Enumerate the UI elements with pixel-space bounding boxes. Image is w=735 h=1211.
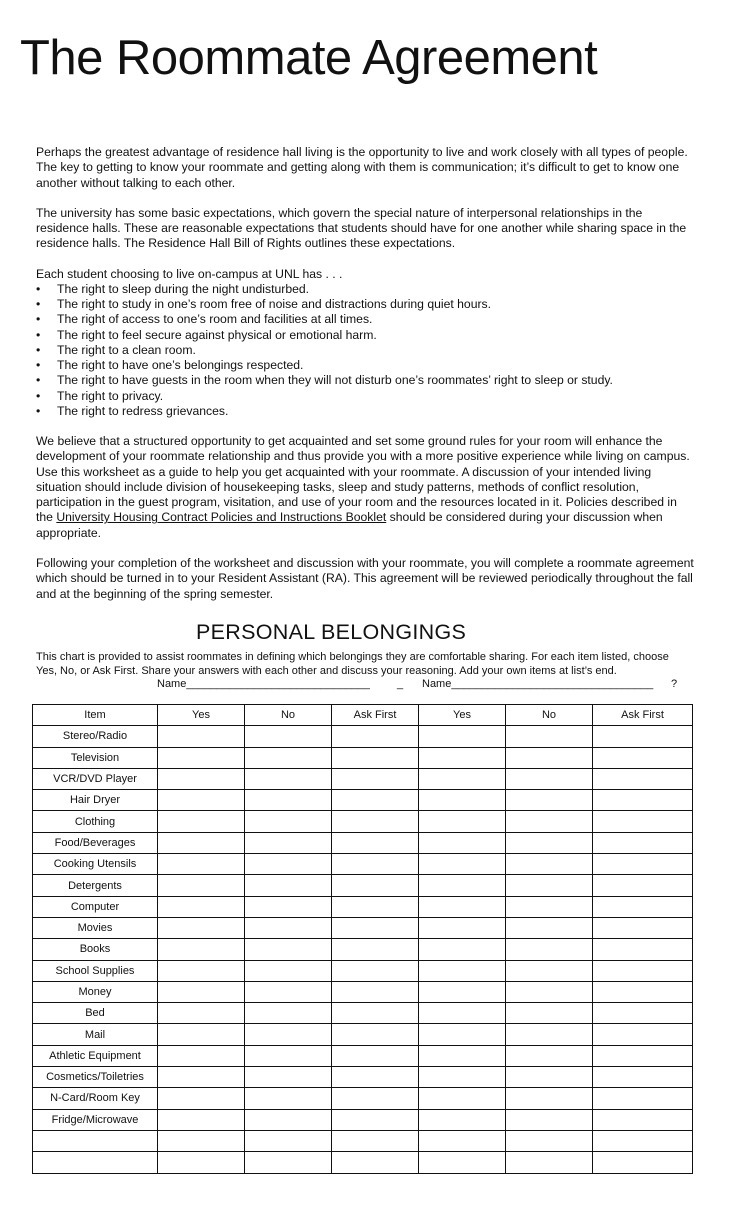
answer-cell-ask-first-2[interactable] xyxy=(593,747,693,768)
answer-cell-no-2[interactable] xyxy=(506,1109,593,1130)
answer-cell-no-2[interactable] xyxy=(506,1152,593,1173)
answer-cell-ask-first-1[interactable] xyxy=(332,854,419,875)
rights-list-item: • The right to feel secure against physical or emotional harm. xyxy=(36,328,696,343)
answer-cell-no-2[interactable] xyxy=(506,1130,593,1151)
answer-cell-no-1[interactable] xyxy=(245,1088,332,1109)
rights-list-item: • The right to sleep during the night undisturbed. xyxy=(36,282,696,297)
answer-cell-no-1[interactable] xyxy=(245,854,332,875)
answer-cell-yes-2[interactable] xyxy=(419,896,506,917)
answer-cell-no-2[interactable] xyxy=(506,1003,593,1024)
answer-cell-yes-1[interactable] xyxy=(158,875,245,896)
answer-cell-ask-first-1[interactable] xyxy=(332,1045,419,1066)
table-row xyxy=(33,726,693,747)
table-row xyxy=(33,960,693,981)
item-name-cell: Movies xyxy=(33,917,158,938)
rights-list xyxy=(36,282,696,419)
answer-cell-no-1[interactable] xyxy=(245,960,332,981)
answer-cell-ask-first-2[interactable] xyxy=(593,939,693,960)
table-row xyxy=(33,1130,693,1151)
answer-cell-yes-1[interactable] xyxy=(158,726,245,747)
intro-section xyxy=(36,145,696,617)
table-row xyxy=(33,1024,693,1045)
answer-cell-no-2[interactable] xyxy=(506,747,593,768)
rights-list-item: • The right to redress grievances. xyxy=(36,404,696,419)
item-name-cell: Cosmetics/Toiletries xyxy=(33,1067,158,1088)
answer-cell-no-2[interactable] xyxy=(506,1024,593,1045)
answer-cell-ask-first-1[interactable] xyxy=(332,747,419,768)
answer-cell-no-1[interactable] xyxy=(245,1130,332,1151)
answer-cell-no-2[interactable] xyxy=(506,790,593,811)
structured-paragraph xyxy=(36,434,696,541)
answer-cell-no-1[interactable] xyxy=(245,1003,332,1024)
table-row xyxy=(33,917,693,938)
question-mark: ? xyxy=(671,678,678,690)
item-name-cell: School Supplies xyxy=(33,960,158,981)
rights-list-item: • The right of access to one’s room and facilities at all times. xyxy=(36,312,696,327)
answer-cell-no-1[interactable] xyxy=(245,811,332,832)
answer-cell-ask-first-2[interactable] xyxy=(593,896,693,917)
answer-cell-ask-first-1[interactable] xyxy=(332,1130,419,1151)
answer-cell-yes-1[interactable] xyxy=(158,981,245,1002)
answer-cell-no-2[interactable] xyxy=(506,726,593,747)
answer-cell-ask-first-1[interactable] xyxy=(332,768,419,789)
answer-cell-yes-2[interactable] xyxy=(419,1109,506,1130)
answer-cell-yes-1[interactable] xyxy=(158,1045,245,1066)
answer-cell-ask-first-1[interactable] xyxy=(332,1109,419,1130)
answer-cell-yes-1[interactable] xyxy=(158,1152,245,1173)
rights-list-item: • The right to study in one’s room free of noise and distractions during quiet hours. xyxy=(36,297,696,312)
item-name-cell: Athletic Equipment xyxy=(33,1045,158,1066)
table-row xyxy=(33,768,693,789)
column-header-no-2: No xyxy=(506,705,593,726)
answer-cell-no-2[interactable] xyxy=(506,917,593,938)
answer-cell-ask-first-1[interactable] xyxy=(332,1003,419,1024)
answer-cell-yes-2[interactable] xyxy=(419,832,506,853)
answer-cell-ask-first-2[interactable] xyxy=(593,917,693,938)
answer-cell-yes-1[interactable] xyxy=(158,1024,245,1045)
item-name-cell: Money xyxy=(33,981,158,1002)
table-row xyxy=(33,854,693,875)
answer-cell-ask-first-1[interactable] xyxy=(332,939,419,960)
column-header-yes-1: Yes xyxy=(158,705,245,726)
answer-cell-ask-first-1[interactable] xyxy=(332,811,419,832)
intro-paragraph-2: The university has some basic expectations, which govern the special nature of interpersonal relationships in the residence halls. These are reasonable expectations that students should have for one another while sharing space in the residence halls. The Residence Hall Bill of Rights outlines these expectations. xyxy=(36,205,687,251)
answer-cell-ask-first-1[interactable] xyxy=(332,917,419,938)
answer-cell-ask-first-2[interactable] xyxy=(593,1130,693,1151)
table-row xyxy=(33,811,693,832)
table-row xyxy=(33,790,693,811)
answer-cell-no-2[interactable] xyxy=(506,1067,593,1088)
answer-cell-yes-2[interactable] xyxy=(419,1067,506,1088)
answer-cell-no-2[interactable] xyxy=(506,981,593,1002)
answer-cell-no-1[interactable] xyxy=(245,1067,332,1088)
answer-cell-no-1[interactable] xyxy=(245,726,332,747)
belongings-table-body xyxy=(33,726,693,1173)
answer-cell-no-2[interactable] xyxy=(506,939,593,960)
answer-cell-yes-2[interactable] xyxy=(419,811,506,832)
answer-cell-no-2[interactable] xyxy=(506,896,593,917)
rights-list-item: • The right to privacy. xyxy=(36,389,696,404)
item-name-cell: Mail xyxy=(33,1024,158,1045)
answer-cell-ask-first-2[interactable] xyxy=(593,811,693,832)
answer-cell-no-1[interactable] xyxy=(245,1045,332,1066)
answer-cell-ask-first-1[interactable] xyxy=(332,832,419,853)
answer-cell-ask-first-2[interactable] xyxy=(593,832,693,853)
answer-cell-no-1[interactable] xyxy=(245,790,332,811)
belongings-table xyxy=(32,704,693,1174)
answer-cell-no-1[interactable] xyxy=(245,1024,332,1045)
structured-paragraph-text: We believe that a structured opportunity to get acquainted and set some ground rules for your room will enhance the development of your roommate relationship and thus provide you with a more positive experience while living on campus. Use this worksheet as a guide to help you get acquainted with your roommate. A discussion of your intended living situation should include division of housekeeping tasks, sleep and study patterns, methods of conflict resolution, participation in the guest program, visitation, and use of your room and the resources located in it. Policies described in the xyxy=(36,433,690,525)
item-name-cell: Television xyxy=(33,747,158,768)
answer-cell-ask-first-2[interactable] xyxy=(593,1152,693,1173)
table-row xyxy=(33,875,693,896)
answer-cell-no-2[interactable] xyxy=(506,1045,593,1066)
answer-cell-ask-first-2[interactable] xyxy=(593,1024,693,1045)
answer-cell-no-1[interactable] xyxy=(245,768,332,789)
answer-cell-yes-2[interactable] xyxy=(419,1003,506,1024)
answer-cell-yes-2[interactable] xyxy=(419,747,506,768)
answer-cell-ask-first-2[interactable] xyxy=(593,1067,693,1088)
name-separator: _ xyxy=(397,678,404,690)
item-name-cell: Books xyxy=(33,939,158,960)
item-name-cell: Bed xyxy=(33,1003,158,1024)
answer-cell-no-1[interactable] xyxy=(245,981,332,1002)
item-name-cell: Computer xyxy=(33,896,158,917)
answer-cell-no-1[interactable] xyxy=(245,917,332,938)
answer-cell-ask-first-1[interactable] xyxy=(332,875,419,896)
answer-cell-ask-first-1[interactable] xyxy=(332,1088,419,1109)
answer-cell-yes-2[interactable] xyxy=(419,1024,506,1045)
rights-list-item: • The right to a clean room. xyxy=(36,343,696,358)
answer-cell-yes-2[interactable] xyxy=(419,768,506,789)
answer-cell-no-2[interactable] xyxy=(506,854,593,875)
answer-cell-no-2[interactable] xyxy=(506,960,593,981)
answer-cell-yes-2[interactable] xyxy=(419,1152,506,1173)
answer-cell-yes-1[interactable] xyxy=(158,960,245,981)
table-row xyxy=(33,1067,693,1088)
answer-cell-yes-1[interactable] xyxy=(158,1003,245,1024)
item-name-cell: Detergents xyxy=(33,875,158,896)
rights-intro: Each student choosing to live on-campus at UNL has . . . xyxy=(36,266,343,281)
answer-cell-ask-first-1[interactable] xyxy=(332,981,419,1002)
table-row xyxy=(33,747,693,768)
answer-cell-yes-2[interactable] xyxy=(419,981,506,1002)
policies-booklet-link: University Housing Contract Policies and Instructions Booklet xyxy=(56,510,387,525)
structured-paragraph-end: should be considered during your discussion when appropriate. xyxy=(36,510,663,540)
intro-paragraph-1: Perhaps the greatest advantage of residence hall living is the opportunity to live and work closely with all types of people. The key to getting to know your roommate and getting along with them is communication; it’s difficult to get to know one another without talking to each other. xyxy=(36,145,688,190)
column-header-item: Item xyxy=(33,705,158,726)
table-header-row xyxy=(33,705,693,726)
item-name-cell: VCR/DVD Player xyxy=(33,768,158,789)
answer-cell-yes-2[interactable] xyxy=(419,1088,506,1109)
answer-cell-ask-first-2[interactable] xyxy=(593,1045,693,1066)
answer-cell-ask-first-2[interactable] xyxy=(593,768,693,789)
answer-cell-no-2[interactable] xyxy=(506,832,593,853)
answer-cell-yes-1[interactable] xyxy=(158,790,245,811)
answer-cell-no-2[interactable] xyxy=(506,768,593,789)
answer-cell-no-2[interactable] xyxy=(506,875,593,896)
item-name-cell: Stereo/Radio xyxy=(33,726,158,747)
answer-cell-no-1[interactable] xyxy=(245,939,332,960)
answer-cell-no-1[interactable] xyxy=(245,832,332,853)
rights-list-item: • The right to have guests in the room when they will not disturb one’s roommates’ right to sleep or study. xyxy=(36,373,696,388)
answer-cell-yes-1[interactable] xyxy=(158,1130,245,1151)
answer-cell-ask-first-1[interactable] xyxy=(332,1067,419,1088)
answer-cell-ask-first-1[interactable] xyxy=(332,790,419,811)
item-name-cell: Hair Dryer xyxy=(33,790,158,811)
answer-cell-yes-2[interactable] xyxy=(419,1045,506,1066)
answer-cell-ask-first-1[interactable] xyxy=(332,896,419,917)
table-row xyxy=(33,1088,693,1109)
answer-cell-ask-first-1[interactable] xyxy=(332,1152,419,1173)
answer-cell-ask-first-2[interactable] xyxy=(593,726,693,747)
table-row xyxy=(33,1003,693,1024)
column-header-no-1: No xyxy=(245,705,332,726)
item-name-cell: Fridge/Microwave xyxy=(33,1109,158,1130)
answer-cell-yes-2[interactable] xyxy=(419,960,506,981)
column-header-yes-2: Yes xyxy=(419,705,506,726)
answer-cell-ask-first-1[interactable] xyxy=(332,1024,419,1045)
answer-cell-yes-1[interactable] xyxy=(158,917,245,938)
answer-cell-yes-2[interactable] xyxy=(419,1130,506,1151)
answer-cell-yes-2[interactable] xyxy=(419,939,506,960)
table-row xyxy=(33,981,693,1002)
answer-cell-ask-first-2[interactable] xyxy=(593,1109,693,1130)
answer-cell-ask-first-1[interactable] xyxy=(332,726,419,747)
table-row xyxy=(33,1152,693,1173)
answer-cell-no-1[interactable] xyxy=(245,896,332,917)
answer-cell-ask-first-2[interactable] xyxy=(593,1088,693,1109)
table-row xyxy=(33,1109,693,1130)
name-field-1[interactable]: Name______________________________ xyxy=(157,678,370,690)
answer-cell-ask-first-1[interactable] xyxy=(332,960,419,981)
answer-cell-yes-1[interactable] xyxy=(158,811,245,832)
answer-cell-no-1[interactable] xyxy=(245,747,332,768)
answer-cell-yes-2[interactable] xyxy=(419,917,506,938)
answer-cell-yes-1[interactable] xyxy=(158,768,245,789)
item-name-cell xyxy=(33,1152,158,1173)
answer-cell-ask-first-2[interactable] xyxy=(593,875,693,896)
rights-list-item: • The right to have one’s belongings respected. xyxy=(36,358,696,373)
belongings-intro: This chart is provided to assist roommates in defining which belongings they are comfortable sharing. For each item listed, choose Yes, No, or Ask First. Share your answers with each other and discuss your reasoning. Add your own items at list’s end. xyxy=(36,651,669,677)
answer-cell-yes-2[interactable] xyxy=(419,726,506,747)
column-header-ask-first-1: Ask First xyxy=(332,705,419,726)
answer-cell-yes-1[interactable] xyxy=(158,747,245,768)
answer-cell-yes-1[interactable] xyxy=(158,939,245,960)
answer-cell-ask-first-2[interactable] xyxy=(593,960,693,981)
answer-cell-ask-first-2[interactable] xyxy=(593,981,693,1002)
item-name-cell: Food/Beverages xyxy=(33,832,158,853)
name-field-2[interactable]: Name_________________________________ xyxy=(422,678,654,690)
answer-cell-no-1[interactable] xyxy=(245,875,332,896)
table-row xyxy=(33,832,693,853)
item-name-cell xyxy=(33,1130,158,1151)
answer-cell-no-2[interactable] xyxy=(506,1088,593,1109)
answer-cell-yes-1[interactable] xyxy=(158,896,245,917)
following-paragraph: Following your completion of the worksheet and discussion with your roommate, you will complete a roommate agreement which should be turned in to your Resident Assistant (RA). This agreement will be reviewed periodically throughout the fall and at the beginning of the spring semester. xyxy=(36,555,694,601)
answer-cell-yes-2[interactable] xyxy=(419,854,506,875)
answer-cell-yes-1[interactable] xyxy=(158,1088,245,1109)
page-title: The Roommate Agreement xyxy=(20,31,598,85)
answer-cell-yes-1[interactable] xyxy=(158,1067,245,1088)
item-name-cell: Clothing xyxy=(33,811,158,832)
answer-cell-no-1[interactable] xyxy=(245,1152,332,1173)
answer-cell-no-1[interactable] xyxy=(245,1109,332,1130)
answer-cell-yes-1[interactable] xyxy=(158,1109,245,1130)
answer-cell-no-2[interactable] xyxy=(506,811,593,832)
item-name-cell: N-Card/Room Key xyxy=(33,1088,158,1109)
table-row xyxy=(33,939,693,960)
answer-cell-yes-2[interactable] xyxy=(419,875,506,896)
column-header-ask-first-2: Ask First xyxy=(593,705,693,726)
answer-cell-yes-1[interactable] xyxy=(158,832,245,853)
answer-cell-ask-first-2[interactable] xyxy=(593,1003,693,1024)
item-name-cell: Cooking Utensils xyxy=(33,854,158,875)
table-row xyxy=(33,1045,693,1066)
table-row xyxy=(33,896,693,917)
answer-cell-ask-first-2[interactable] xyxy=(593,854,693,875)
personal-belongings-heading: PERSONAL BELONGINGS xyxy=(196,620,467,644)
answer-cell-yes-2[interactable] xyxy=(419,790,506,811)
answer-cell-ask-first-2[interactable] xyxy=(593,790,693,811)
answer-cell-yes-1[interactable] xyxy=(158,854,245,875)
